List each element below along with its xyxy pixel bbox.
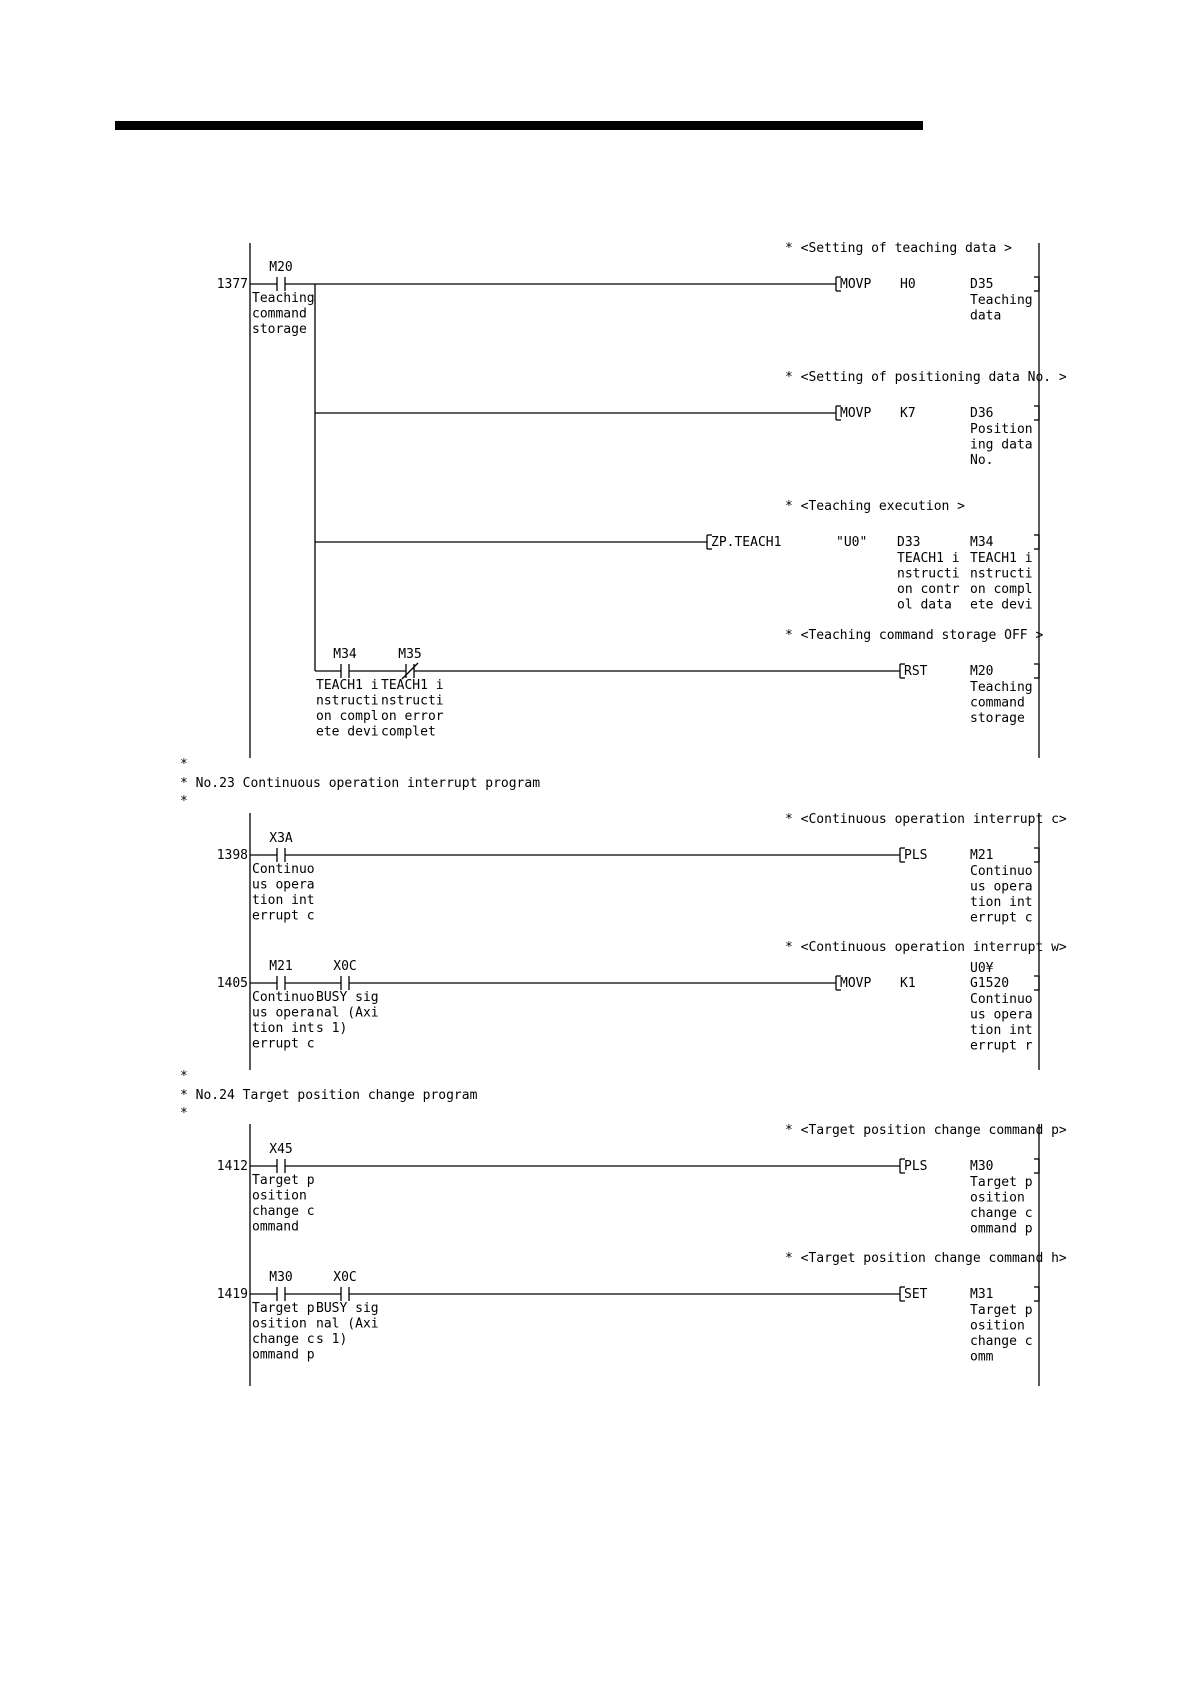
operand-comment: us opera: [970, 879, 1033, 895]
contact-comment: change c: [252, 1332, 315, 1347]
operand-comment: storage: [970, 711, 1025, 726]
contact-device: M35: [398, 647, 422, 662]
operand-comment: omm: [970, 1349, 994, 1365]
operand-comment: nstructi: [970, 566, 1033, 582]
rung-comment: * <Setting of teaching data >: [785, 241, 1012, 256]
section-comment: * No.24 Target position change program: [180, 1088, 478, 1103]
contact-comment: s 1): [316, 1021, 348, 1036]
instruction-name: PLS: [904, 1159, 928, 1174]
operand-comment: ing data: [970, 437, 1033, 453]
contact-device: M30: [269, 1270, 293, 1285]
section-comment: *: [180, 1106, 188, 1121]
instruction-name: MOVP: [840, 976, 872, 991]
contact-comment: TEACH1 i: [381, 678, 444, 693]
contact-comment: osition: [252, 1316, 307, 1332]
operand-comment: No.: [970, 453, 994, 468]
operand-comment: errupt c: [970, 910, 1033, 926]
operand-comment: ol data: [897, 597, 952, 613]
contact-comment: nstructi: [316, 693, 379, 709]
operand-comment: TEACH1 i: [897, 551, 960, 566]
operand-comment: data: [970, 308, 1002, 324]
operand-comment: Target p: [970, 1303, 1033, 1318]
contact-device: X3A: [269, 831, 293, 846]
step-number: 1405: [216, 976, 248, 991]
rung-comment: * <Teaching command storage OFF >: [785, 628, 1044, 643]
contact-comment: us opera: [252, 877, 315, 893]
operand-comment: tion int: [970, 895, 1033, 910]
contact-comment: Continuo: [252, 862, 315, 877]
operand-comment: Teaching: [970, 680, 1033, 695]
operand: G1520: [970, 976, 1010, 991]
contact-comment: change c: [252, 1204, 315, 1219]
operand: M30: [970, 1159, 994, 1174]
contact-device: M20: [269, 260, 293, 275]
contact-comment: us opera: [252, 1005, 315, 1021]
contact-comment: BUSY sig: [316, 990, 379, 1005]
contact-comment: errupt c: [252, 908, 315, 924]
contact-comment: Continuo: [252, 990, 315, 1005]
step-number: 1412: [216, 1159, 248, 1174]
contact-comment: s 1): [316, 1332, 348, 1347]
contact-comment: errupt c: [252, 1036, 315, 1052]
instruction-name: ZP.TEACH1: [711, 535, 782, 550]
operand: D36: [970, 406, 994, 421]
contact-comment: storage: [252, 322, 307, 337]
operand-comment: command: [970, 695, 1025, 711]
operand-comment: Continuo: [970, 992, 1033, 1007]
operand: D33: [897, 535, 921, 550]
step-number: 1398: [216, 848, 248, 863]
operand-comment: Teaching: [970, 293, 1033, 308]
operand-comment: on contr: [897, 582, 960, 597]
contact-comment: on compl: [316, 709, 379, 724]
instruction-name: PLS: [904, 848, 928, 863]
contact-comment: nstructi: [381, 693, 444, 709]
rung-comment: * <Setting of positioning data No. >: [785, 370, 1067, 385]
instruction-name: RST: [904, 664, 928, 679]
instruction-name: MOVP: [840, 277, 872, 292]
contact-comment: nal (Axi: [316, 1316, 379, 1332]
operand-comment: ommand p: [970, 1221, 1033, 1237]
contact-comment: ete devi: [316, 724, 379, 740]
operand-comment: tion int: [970, 1023, 1033, 1038]
section-comment: * No.23 Continuous operation interrupt program: [180, 776, 541, 791]
contact-comment: TEACH1 i: [316, 678, 379, 693]
operand: H0: [900, 277, 916, 292]
rung-comment: * <Target position change command p>: [785, 1123, 1067, 1138]
contact-comment: Teaching: [252, 291, 315, 306]
rung-comment: * <Continuous operation interrupt w>: [785, 940, 1067, 955]
contact-comment: complet: [381, 724, 436, 740]
operand: M21: [970, 848, 994, 863]
section-comment: *: [180, 757, 188, 772]
rung-comment: * <Target position change command h>: [785, 1251, 1067, 1266]
instruction-name: MOVP: [840, 406, 872, 421]
operand-comment: osition: [970, 1190, 1025, 1206]
operand: M34: [970, 535, 994, 550]
contact-device: X0C: [333, 1270, 357, 1285]
operand-comment: Continuo: [970, 864, 1033, 879]
operand-comment: us opera: [970, 1007, 1033, 1023]
contact-comment: nal (Axi: [316, 1005, 379, 1021]
operand-comment: TEACH1 i: [970, 551, 1033, 566]
operand-comment: on compl: [970, 582, 1033, 597]
contact-comment: Target p: [252, 1301, 315, 1316]
operand: U0¥: [970, 961, 994, 976]
operand: D35: [970, 277, 994, 292]
operand: M31: [970, 1287, 994, 1302]
operand: K1: [900, 976, 916, 991]
contact-comment: osition: [252, 1188, 307, 1204]
operand-comment: Target p: [970, 1175, 1033, 1190]
contact-comment: BUSY sig: [316, 1301, 379, 1316]
operand-comment: change c: [970, 1334, 1033, 1349]
operand: "U0": [836, 535, 868, 550]
operand-comment: nstructi: [897, 566, 960, 582]
contact-comment: ommand: [252, 1219, 299, 1235]
contact-device: X0C: [333, 959, 357, 974]
contact-comment: ommand p: [252, 1347, 315, 1363]
operand: M20: [970, 664, 994, 679]
operand-comment: Position: [970, 422, 1033, 437]
contact-comment: tion int: [252, 893, 315, 908]
contact-comment: tion int: [252, 1021, 315, 1036]
operand-comment: errupt r: [970, 1038, 1033, 1054]
rung-comment: * <Continuous operation interrupt c>: [785, 812, 1067, 827]
section-comment: *: [180, 1069, 188, 1084]
section-comment: *: [180, 794, 188, 809]
contact-comment: Target p: [252, 1173, 315, 1188]
contact-comment: on error: [381, 709, 444, 724]
step-number: 1377: [216, 277, 248, 292]
contact-device: X45: [269, 1142, 293, 1157]
contact-comment: command: [252, 306, 307, 322]
operand-comment: osition: [970, 1318, 1025, 1334]
instruction-name: SET: [904, 1287, 928, 1302]
step-number: 1419: [216, 1287, 248, 1302]
contact-device: M34: [333, 647, 357, 662]
operand: K7: [900, 406, 916, 421]
rung-comment: * <Teaching execution >: [785, 499, 966, 514]
operand-comment: ete devi: [970, 597, 1033, 613]
operand-comment: change c: [970, 1206, 1033, 1221]
page-header-bar: [115, 121, 923, 130]
contact-device: M21: [269, 959, 293, 974]
